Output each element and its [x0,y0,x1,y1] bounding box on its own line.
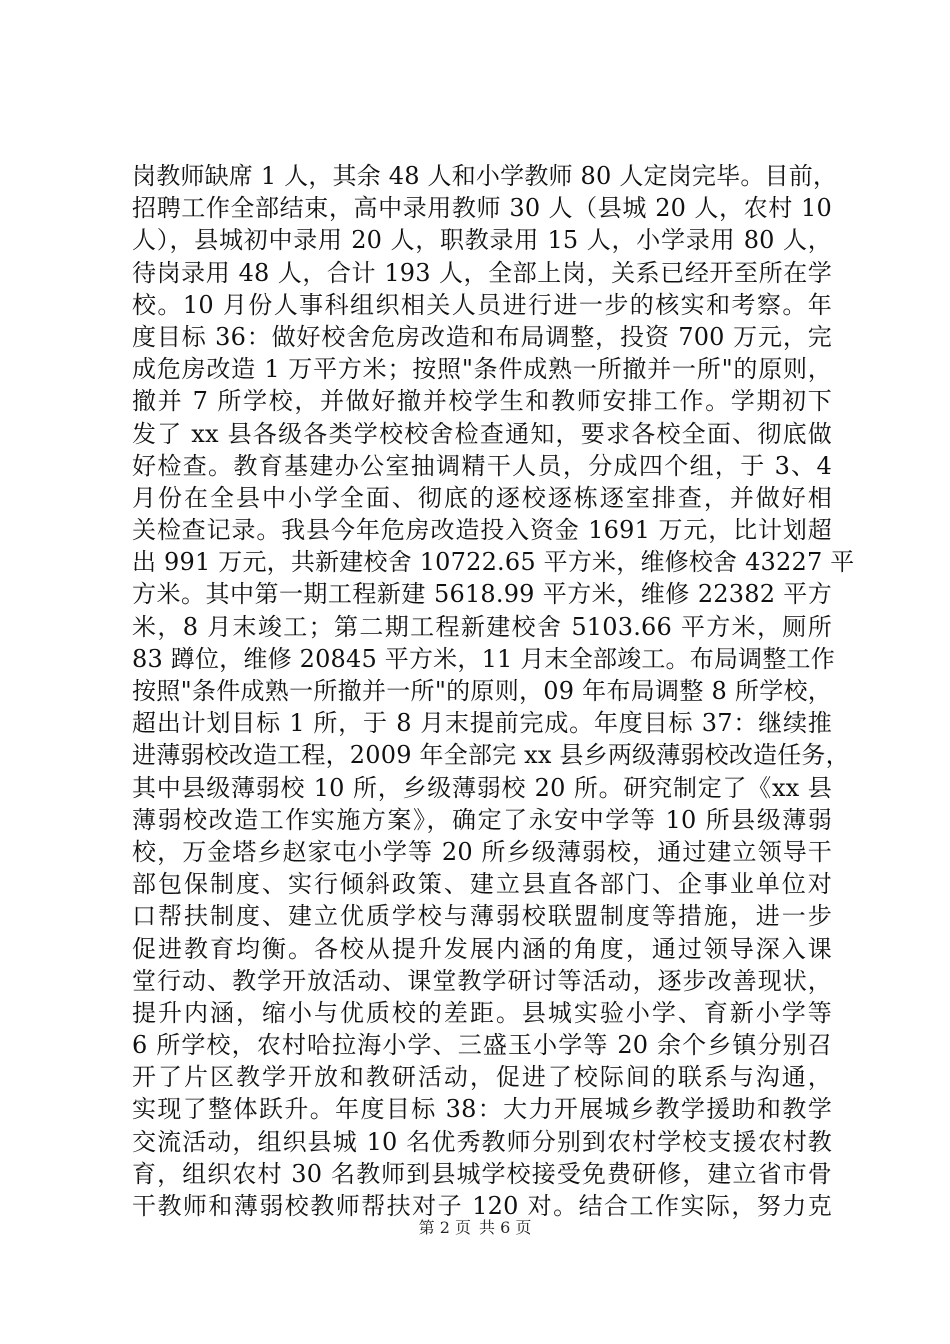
text-line: 发了 xx 县各级各类学校校舍检查通知，要求各校全面、彻底做 [132,419,832,448]
text-line: 岗教师缺席 1 人，其余 48 人和小学教师 80 人定岗完毕。目前， [132,162,838,190]
body-text [132,160,855,1222]
text-line: 薄弱校改造工作实施方案》，确定了永安中学等 10 所县级薄弱 [132,805,832,834]
text-line: 开了片区教学开放和教研活动，促进了校际间的联系与沟通， [132,1063,832,1092]
text-line: 待岗录用 48 人，合计 193 人，全部上岗，关系已经开至所在学 [132,258,832,287]
page-footer [0,1218,950,1238]
page-number-current: 第 2 页 [418,1218,471,1237]
text-line: 成危房改造 1 万平方米；按照"条件成熟一所撤并一所"的原则， [132,355,832,384]
text-line: 人），县城初中录用 20 人，职教录用 15 人，小学录用 80 人， [132,226,832,255]
text-line: 83 蹲位，维修 20845 平方米，11 月末全部竣工。布局调整工作 [132,644,835,673]
text-line: 校。10 月份人事科组织相关人员进行进一步的核实和考察。年 [132,290,832,319]
text-line: 堂行动、教学开放活动、课堂教学研讨等活动，逐步改善现状， [132,966,832,995]
page-number-total: 共 6 页 [479,1218,532,1237]
text-line: 实现了整体跃升。年度目标 38：大力开展城乡教学援助和教学 [132,1095,832,1124]
text-line: 提升内涵，缩小与优质校的差距。县城实验小学、育新小学等 [132,998,832,1027]
text-line: 撤并 7 所学校，并做好撤并校学生和教师安排工作。学期初下 [132,387,832,416]
text-line: 度目标 36：做好校舍危房改造和布局调整，投资 700 万元，完 [132,322,832,351]
text-line: 其中县级薄弱校 10 所，乡级薄弱校 20 所。研究制定了《xx 县 [132,773,832,802]
text-line: 米，8 月末竣工；第二期工程新建校舍 5103.66 平方米，厕所 [132,612,832,641]
text-line: 月份在全县中小学全面、彻底的逐校逐栋逐室排查，并做好相 [132,483,832,512]
text-line: 好检查。教育基建办公室抽调精干人员，分成四个组，于 3、4 [132,451,832,480]
text-line: 交流活动，组织县城 10 名优秀教师分别到农村学校支援农村教 [132,1127,832,1156]
text-line: 口帮扶制度、建立优质学校与薄弱校联盟制度等措施，进一步 [132,902,832,931]
text-line: 6 所学校，农村哈拉海小学、三盛玉小学等 20 余个乡镇分别召 [132,1031,832,1060]
text-line: 干教师和薄弱校教师帮扶对子 120 对。结合工作实际，努力克 [132,1192,832,1220]
text-line: 按照"条件成熟一所撤并一所"的原则，09 年布局调整 8 所学校， [132,677,832,705]
text-line: 校，万金塔乡赵家屯小学等 20 所乡级薄弱校，通过建立领导干 [132,837,832,866]
text-line: 促进教育均衡。各校从提升发展内涵的角度，通过领导深入课 [132,934,832,963]
text-line: 关检查记录。我县今年危房改造投入资金 1691 万元，比计划超 [132,516,832,545]
text-line: 育，组织农村 30 名教师到县城学校接受免费研修，建立省市骨 [132,1159,832,1188]
text-line: 进薄弱校改造工程，2009 年全部完 xx 县乡两级薄弱校改造任务， [132,741,850,770]
text-line: 部包保制度、实行倾斜政策、建立县直各部门、企事业单位对 [132,870,832,899]
text-line: 方米。其中第一期工程新建 5618.99 平方米，维修 22382 平方 [132,580,832,609]
text-line: 出 991 万元，共新建校舍 10722.65 平方米，维修校舍 43227 平 [132,548,855,577]
text-line: 超出计划目标 1 所，于 8 月末提前完成。年度目标 37：继续推 [132,709,832,738]
text-line: 招聘工作全部结束，高中录用教师 30 人（县城 20 人，农村 10 [132,194,832,223]
